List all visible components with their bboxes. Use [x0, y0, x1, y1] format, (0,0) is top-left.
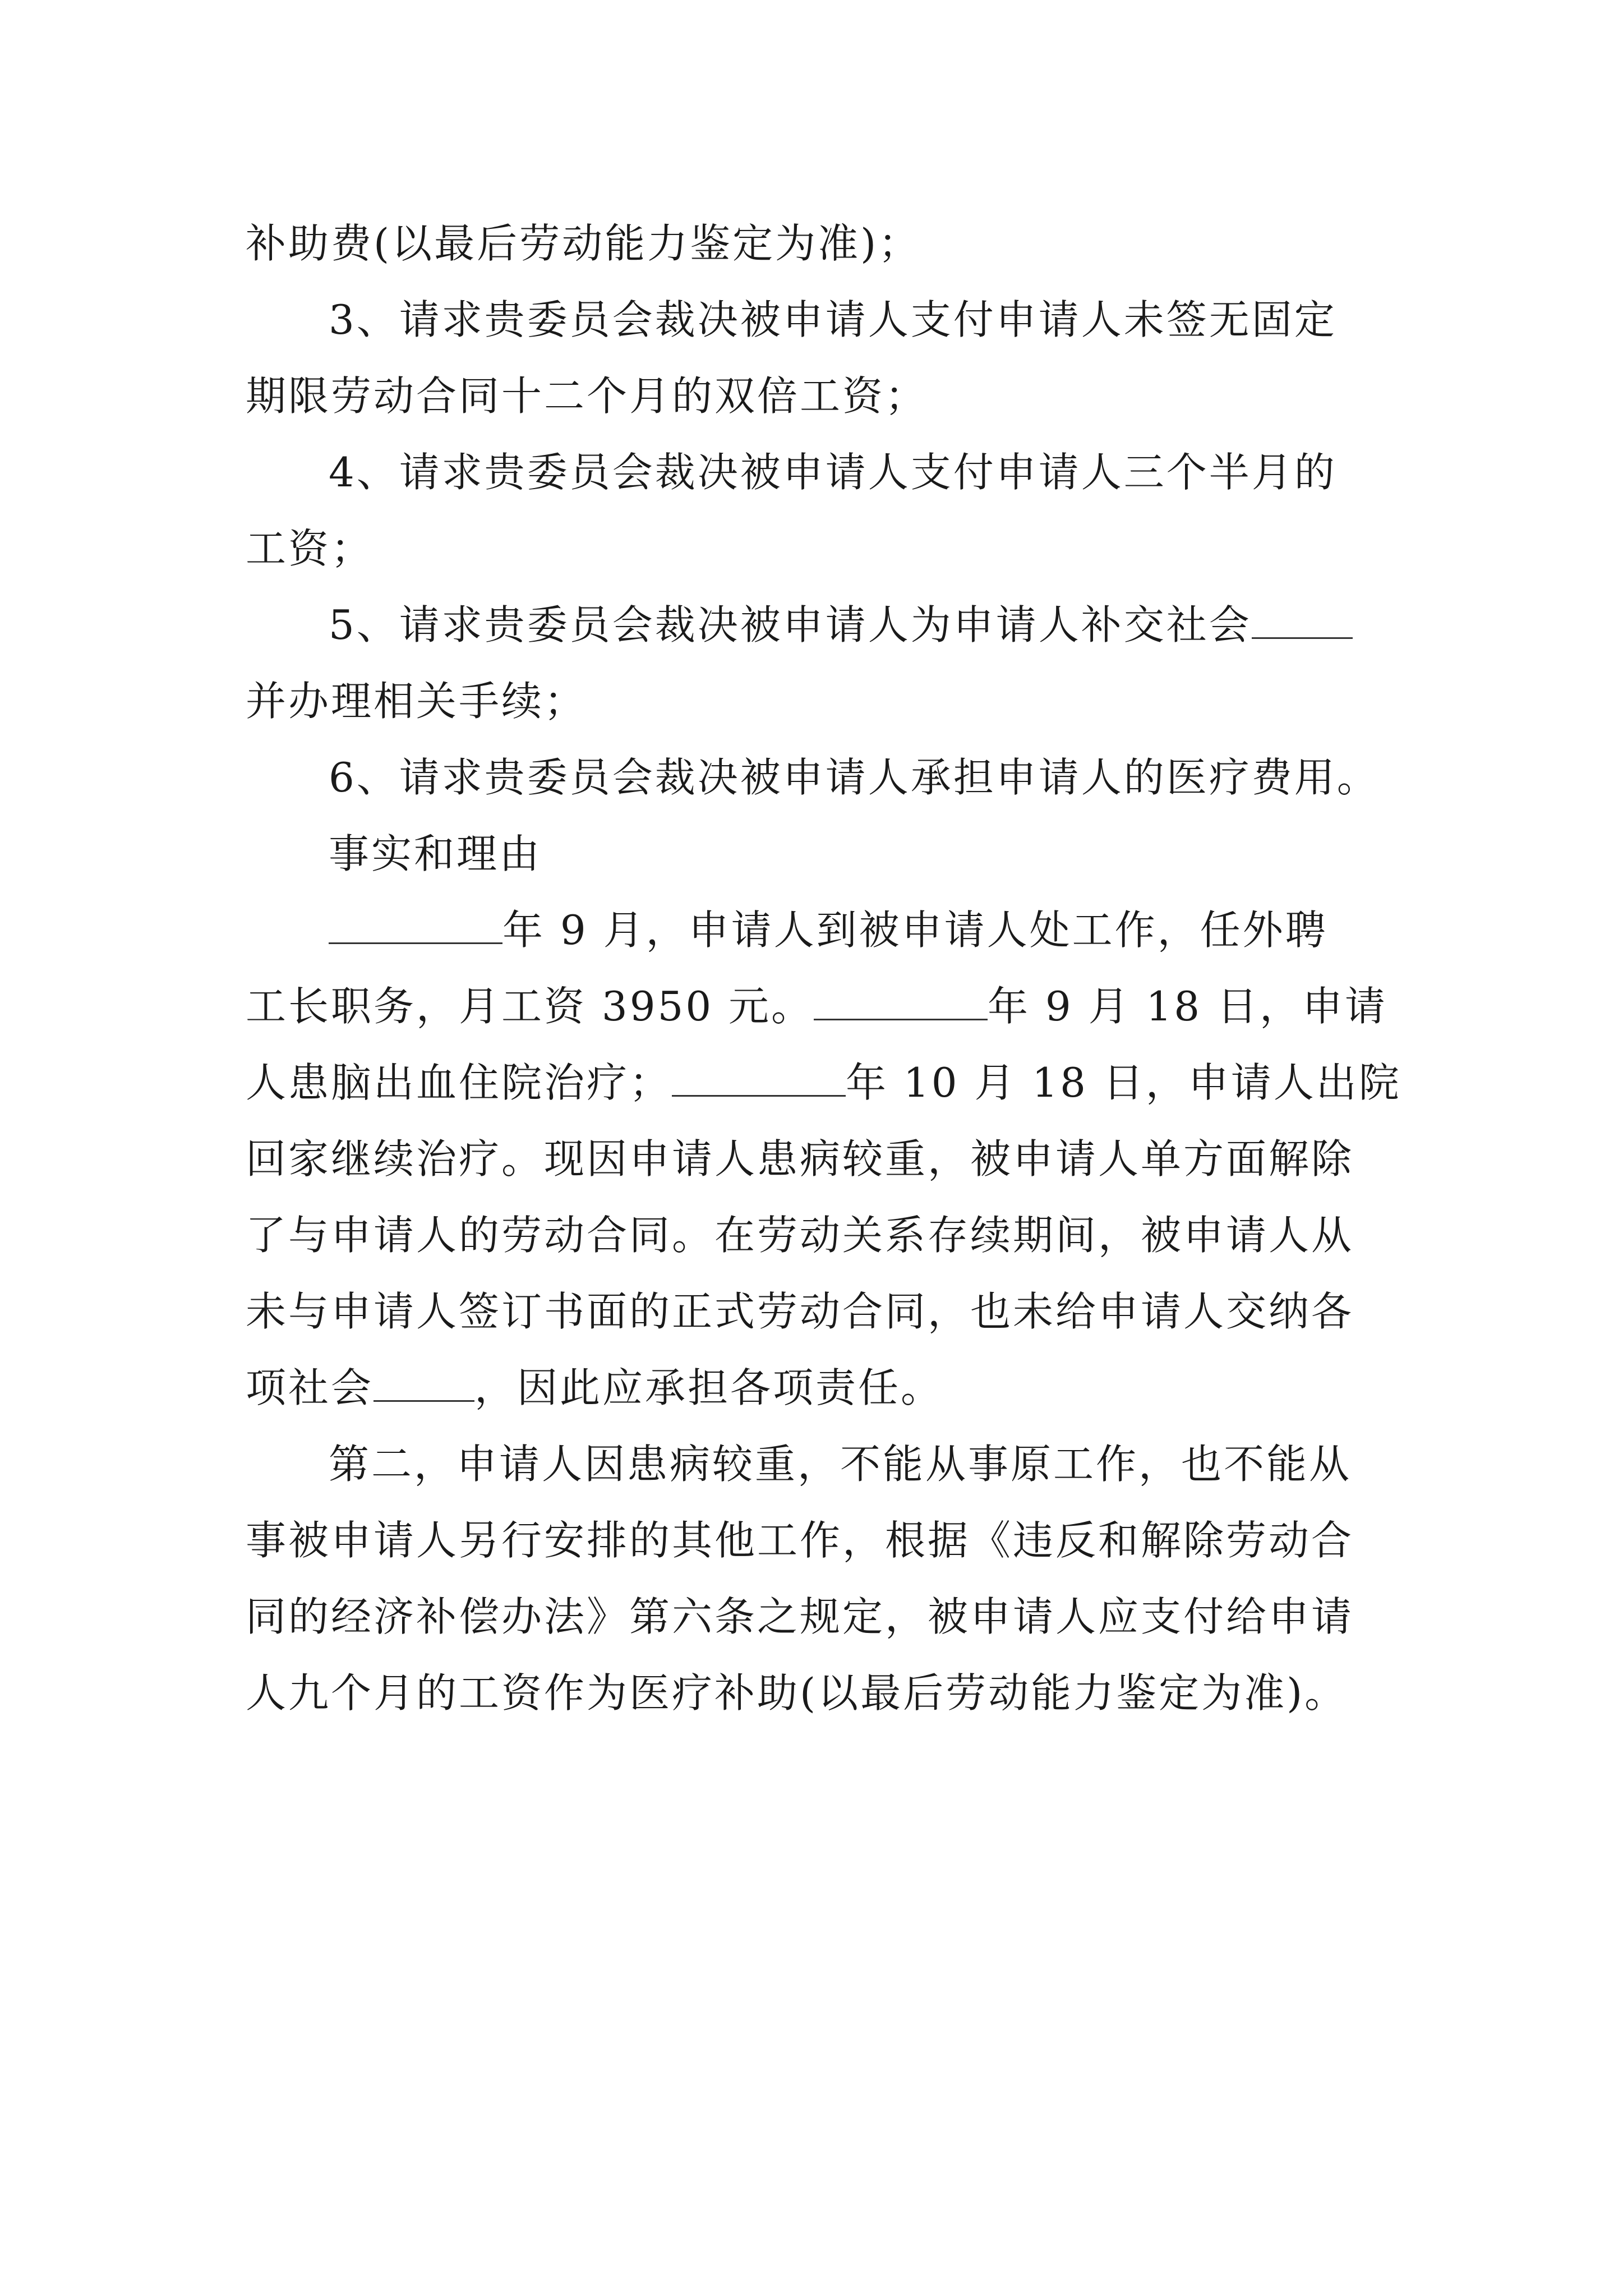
- facts-line-3: [246, 1045, 1401, 1121]
- document-body: [246, 205, 1401, 1731]
- facts-text: 工长职务，月工资 3950 元。: [246, 983, 814, 1030]
- continuation-line: 补助费(以最后劳动能力鉴定为准)；: [246, 220, 921, 267]
- fill-in-blank: [374, 1366, 474, 1402]
- item-3-line-2: 期限劳动合同十二个月的双倍工资；: [246, 372, 928, 420]
- fill-in-blank: [672, 1061, 846, 1097]
- item-6-line: 6、请求贵委员会裁决被申请人承担申请人的医疗费用。: [329, 754, 1380, 801]
- second-line-1: 第二，申请人因患病较重，不能从事原工作，也不能从: [329, 1441, 1352, 1488]
- item-3-line-1: 3、请求贵委员会裁决被申请人支付申请人未签无固定: [329, 296, 1337, 343]
- facts-line-4: 回家继续治疗。现因申请人患病较重，被申请人单方面解除: [246, 1135, 1354, 1182]
- item-4-line-2: 工资；: [246, 525, 374, 572]
- facts-text: 年 10 月 18 日，申请人出院: [846, 1059, 1401, 1106]
- facts-line-6: 未与申请人签订书面的正式劳动合同，也未给申请人交纳各: [246, 1288, 1354, 1335]
- item-5-line-2: 并办理相关手续；: [246, 678, 587, 725]
- facts-line-2: [246, 968, 1390, 1045]
- fill-in-blank: [329, 909, 502, 944]
- fill-in-blank: [1252, 604, 1353, 639]
- facts-text: 年 9 月 18 日，申请: [988, 983, 1387, 1030]
- facts-heading: 事实和理由: [329, 830, 542, 877]
- facts-text: 年 9 月，申请人到被申请人处工作，任外聘: [502, 907, 1328, 954]
- item-5-line-1: [246, 587, 1390, 663]
- fill-in-blank: [814, 985, 988, 1020]
- facts-line-5: 了与申请人的劳动合同。在劳动关系存续期间，被申请人从: [246, 1212, 1354, 1259]
- second-line-3: 同的经济补偿办法》第六条之规定，被申请人应支付给申请: [246, 1593, 1354, 1640]
- second-line-2: 事被申请人另行安排的其他工作，根据《违反和解除劳动合: [246, 1517, 1354, 1564]
- facts-text: 项社会: [246, 1364, 374, 1411]
- item-4-line-1: 4、请求贵委员会裁决被申请人支付申请人三个半月的: [329, 449, 1337, 496]
- facts-text: ，因此应承担各项责任。: [474, 1364, 944, 1411]
- facts-line-7: [246, 1350, 1390, 1426]
- second-line-4: 人九个月的工资作为医疗补助(以最后劳动能力鉴定为准)。: [246, 1669, 1348, 1717]
- item-5-text: 5、请求贵委员会裁决被申请人为申请人补交社会: [329, 601, 1252, 648]
- facts-text: 人患脑出血住院治疗；: [246, 1059, 672, 1106]
- facts-line-1: [246, 892, 1390, 968]
